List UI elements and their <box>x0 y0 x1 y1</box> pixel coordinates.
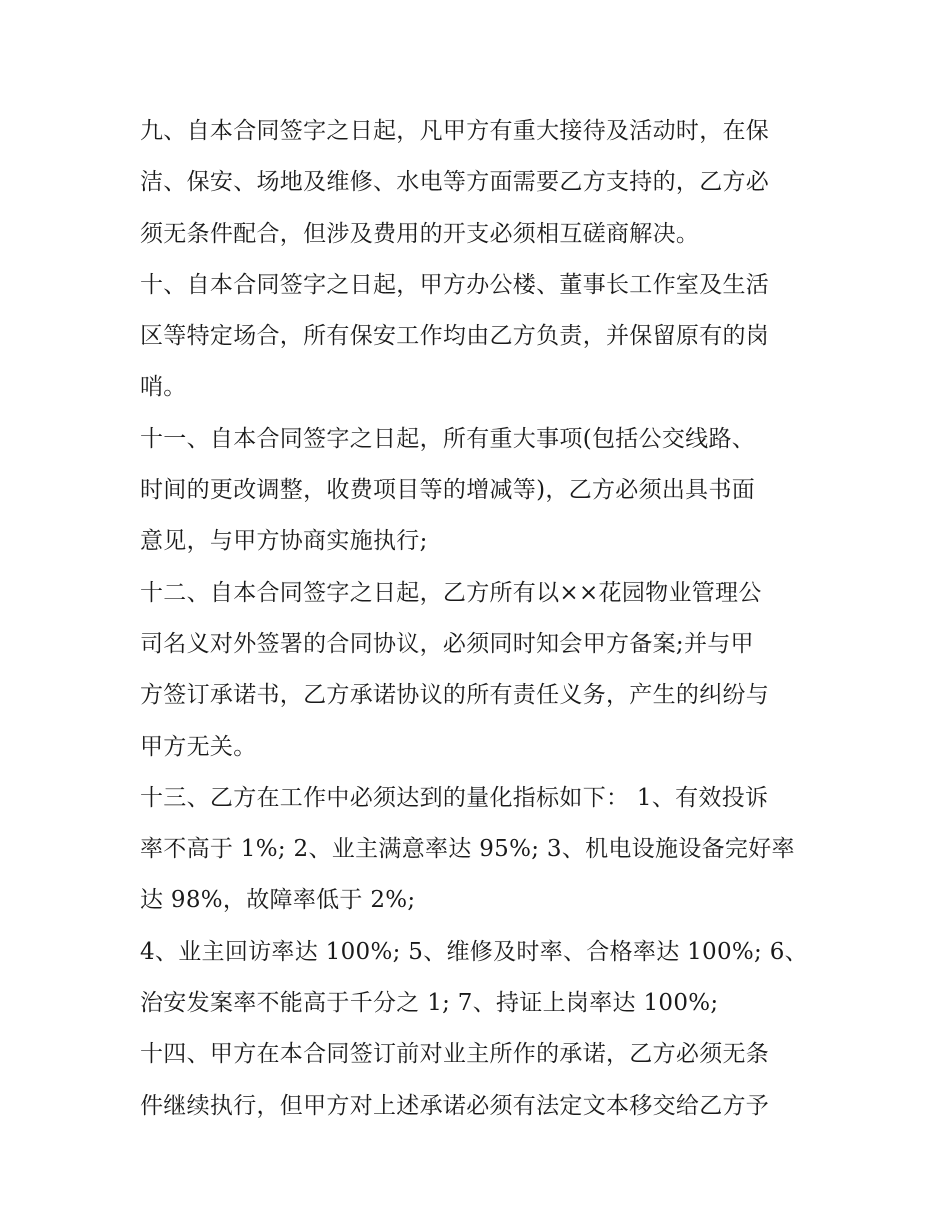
clause-9 <box>140 106 812 260</box>
text-line: 件继续执行，但甲方对上述承诺必须有法定文本移交给乙方予 <box>140 1092 770 1119</box>
clause-13 <box>140 773 812 927</box>
text-line: 意见，与甲方协商实施执行; <box>140 528 428 555</box>
text-line: 区等特定场合，所有保安工作均由乙方负责，并保留原有的岗 <box>140 323 770 350</box>
text-line: 4、业主回访率达 100%; 5、维修及时率、合格率达 100%; 6、 <box>140 938 808 965</box>
text-line: 甲方无关。 <box>140 733 257 760</box>
clause-12 <box>140 568 812 773</box>
text-line: 九、自本合同签字之日起，凡甲方有重大接待及活动时，在保 <box>140 118 770 144</box>
clause-10 <box>140 260 812 414</box>
text-line: 方签订承诺书，乙方承诺协议的所有责任义务，产生的纠纷与 <box>140 682 770 709</box>
clause-14 <box>140 1029 812 1132</box>
text-line: 时间的更改调整，收费项目等的增减等)，乙方必须出具书面 <box>140 477 756 504</box>
clause-11 <box>140 414 812 568</box>
text-line: 十四、甲方在本合同签订前对业主所作的承诺，乙方必须无条 <box>140 1041 770 1068</box>
text-line: 达 98%，故障率低于 2%; <box>140 887 416 914</box>
text-line: 洁、保安、场地及维修、水电等方面需要乙方支持的，乙方必 <box>140 169 770 196</box>
text-line: 十、自本合同签字之日起，甲方办公楼、董事长工作室及生活 <box>140 271 770 298</box>
clause-13-continued <box>140 927 812 1030</box>
text-line: 司名义对外签署的合同协议，必须同时知会甲方备案;并与甲 <box>140 630 754 657</box>
text-line: 须无条件配合，但涉及费用的开支必须相互磋商解决。 <box>140 220 700 247</box>
text-line: 十三、乙方在工作中必须达到的量化指标如下： 1、有效投诉 <box>140 784 769 811</box>
text-line: 治安发案率不能高于千分之 1; 7、持证上岗率达 100%; <box>140 990 719 1017</box>
document-body <box>140 106 812 1132</box>
text-line: 哨。 <box>140 374 187 401</box>
text-line: 率不高于 1%; 2、业主满意率达 95%; 3、机电设施设备完好率 <box>140 836 795 863</box>
text-line: 十一、自本合同签字之日起，所有重大事项(包括公交线路、 <box>140 425 756 452</box>
text-line: 十二、自本合同签字之日起，乙方所有以××花园物业管理公 <box>140 579 762 606</box>
